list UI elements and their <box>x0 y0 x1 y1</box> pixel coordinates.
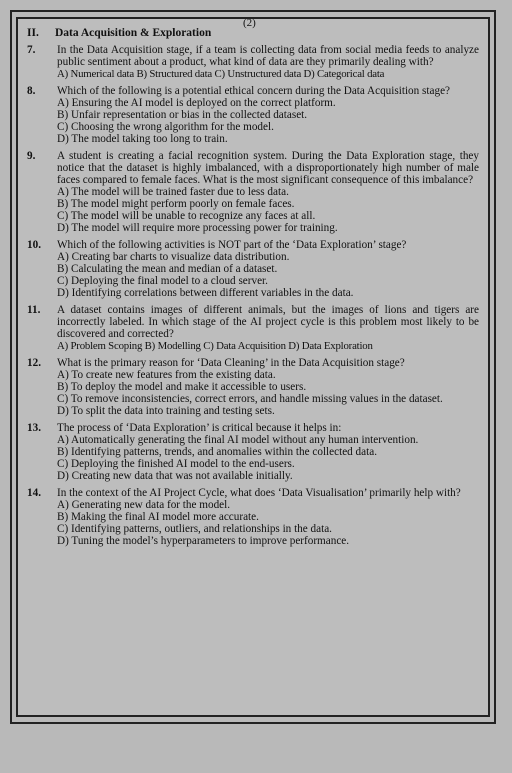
question-item <box>27 357 479 417</box>
question-number: 10. <box>27 239 41 251</box>
question-text: In the context of the AI Project Cycle, what does ‘Data Visualisation’ primarily help with? <box>57 487 461 499</box>
question-item <box>27 422 479 482</box>
option-item: A) Ensuring the AI model is deployed on the correct platform. <box>57 97 336 109</box>
question-number: 14. <box>27 487 41 499</box>
question-text: What is the primary reason for ‘Data Cleaning’ in the Data Acquisition stage? <box>57 357 405 369</box>
option-item: B) Unfair representation or bias in the collected dataset. <box>57 109 308 121</box>
question-text: The process of ‘Data Exploration’ is critical because it helps in: <box>57 422 342 434</box>
option-item: D) Creating new data that was not available initially. <box>57 470 293 482</box>
question-body <box>57 44 479 80</box>
question-item <box>27 150 479 234</box>
option-item: B) Calculating the mean and median of a dataset. <box>57 263 278 275</box>
options-inline: A) Numerical data B) Structured data C) Unstructured data D) Categorical data <box>57 68 385 80</box>
question-body <box>57 150 479 234</box>
option-item: A) Automatically generating the final AI model without any human intervention. <box>57 434 419 446</box>
option-item: D) Tuning the model’s hyperparameters to improve performance. <box>57 535 350 547</box>
question-number: 11. <box>27 304 41 316</box>
option-item: D) The model taking too long to train. <box>57 133 228 145</box>
option-item: C) Deploying the finished AI model to the end-users. <box>57 458 295 470</box>
question-number: 7. <box>27 44 36 56</box>
option-item: C) Identifying patterns, outliers, and relationships in the data. <box>57 523 332 535</box>
question-body <box>57 422 479 482</box>
question-body <box>57 357 479 417</box>
question-number: 8. <box>27 85 36 97</box>
question-text: Which of the following is a potential ethical concern during the Data Acquisition stage? <box>57 85 450 97</box>
option-item: A) The model will be trained faster due to less data. <box>57 186 289 198</box>
option-item: B) Making the final AI model more accurate. <box>57 511 259 523</box>
question-number: 13. <box>27 422 41 434</box>
options-inline: A) Problem Scoping B) Modelling C) Data Acquisition D) Data Exploration <box>57 340 373 352</box>
question-body <box>57 304 479 352</box>
question-body <box>57 487 479 547</box>
question-list <box>27 44 479 547</box>
question-item <box>27 44 479 80</box>
question-number: 12. <box>27 357 41 369</box>
option-item: C) To remove inconsistencies, correct errors, and handle missing values in the dataset. <box>57 393 443 405</box>
section-heading <box>27 27 479 39</box>
option-item: B) To deploy the model and make it accessible to users. <box>57 381 307 393</box>
question-sheet <box>27 27 479 547</box>
page-number: (2) <box>243 17 256 29</box>
question-item <box>27 85 479 145</box>
question-text: In the Data Acquisition stage, if a team is collecting data from social media feeds to analyze public sentiment about a product, what kind of data are they primarily dealing with? <box>57 44 479 68</box>
option-item: A) To create new features from the existing data. <box>57 369 276 381</box>
question-text: A dataset contains images of different animals, but the images of lions and tigers are incorrectly labeled. In which stage of the AI project cycle is this problem most likely to be discovered and corrected? <box>57 304 479 340</box>
option-item: B) Identifying patterns, trends, and anomalies within the collected data. <box>57 446 377 458</box>
question-number: 9. <box>27 150 36 162</box>
option-item: A) Generating new data for the model. <box>57 499 231 511</box>
option-item: B) The model might perform poorly on female faces. <box>57 198 295 210</box>
question-text: Which of the following activities is NOT part of the ‘Data Exploration’ stage? <box>57 239 407 251</box>
section-roman: II. <box>27 27 39 39</box>
question-item <box>27 239 479 299</box>
option-item: D) The model will require more processing power for training. <box>57 222 338 234</box>
option-item: D) To split the data into training and testing sets. <box>57 405 275 417</box>
option-item: A) Creating bar charts to visualize data distribution. <box>57 251 290 263</box>
option-item: D) Identifying correlations between different variables in the data. <box>57 287 354 299</box>
section-title: Data Acquisition & Exploration <box>55 27 212 39</box>
question-body <box>57 239 479 299</box>
question-item <box>27 487 479 547</box>
option-item: C) Deploying the final model to a cloud server. <box>57 275 268 287</box>
question-body <box>57 85 479 145</box>
question-item <box>27 304 479 352</box>
option-item: C) Choosing the wrong algorithm for the model. <box>57 121 274 133</box>
option-item: C) The model will be unable to recognize any faces at all. <box>57 210 316 222</box>
question-text: A student is creating a facial recognition system. During the Data Exploration stage, they notice that the dataset is highly imbalanced, with a disproportionately high number of male faces compared to female faces. What is the most significant consequence of this imbalance? <box>57 150 479 186</box>
